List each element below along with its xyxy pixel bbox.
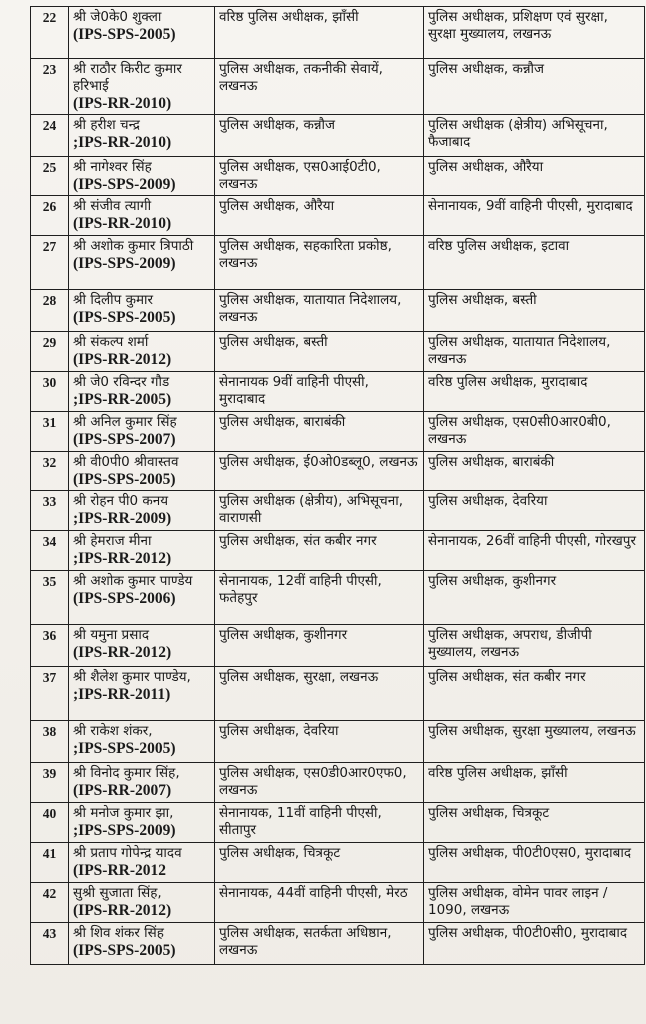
table-row bbox=[31, 115, 645, 157]
new-posting: पुलिस अधीक्षक, अपराध, डीजीपी मुख्यालय, लखनऊ bbox=[428, 627, 592, 660]
current-posting: पुलिस अधीक्षक (क्षेत्रीय), अभिसूचना, वाराणसी bbox=[219, 493, 404, 526]
new-posting-cell bbox=[424, 332, 645, 372]
officer-name: श्री रोहन पी0 कनय bbox=[73, 493, 169, 509]
current-posting: पुलिस अधीक्षक, देवरिया bbox=[219, 723, 339, 739]
transfer-table bbox=[30, 6, 645, 965]
new-posting-cell bbox=[424, 531, 645, 571]
current-posting: पुलिस अधीक्षक, संत कबीर नगर bbox=[219, 533, 377, 549]
current-posting: पुलिस अधीक्षक, कन्नौज bbox=[219, 117, 336, 133]
table-row bbox=[31, 843, 645, 883]
new-posting-cell bbox=[424, 763, 645, 803]
new-posting: वरिष्ठ पुलिस अधीक्षक, झाँसी bbox=[428, 765, 568, 781]
serial-number-cell: 31 bbox=[31, 412, 69, 452]
officer-batch: (IPS-RR-2012) bbox=[73, 351, 172, 368]
new-posting-cell bbox=[424, 372, 645, 412]
table-row bbox=[31, 531, 645, 571]
officer-cell bbox=[69, 115, 215, 157]
table-row bbox=[31, 667, 645, 721]
new-posting-cell bbox=[424, 843, 645, 883]
serial-number-cell: 42 bbox=[31, 883, 69, 923]
current-posting: पुलिस अधीक्षक, बस्ती bbox=[219, 334, 328, 350]
officer-batch: (IPS-RR-2010) bbox=[73, 95, 172, 112]
new-posting-cell bbox=[424, 491, 645, 531]
current-posting: पुलिस अधीक्षक, औरैया bbox=[219, 198, 335, 214]
current-posting: सेनानायक 9वीं वाहिनी पीएसी, मुरादाबाद bbox=[219, 374, 369, 407]
table-row bbox=[31, 290, 645, 332]
current-posting-cell bbox=[215, 923, 424, 965]
serial-number-cell: 40 bbox=[31, 803, 69, 843]
officer-name: श्री अशोक कुमार पाण्डेय bbox=[73, 573, 193, 589]
current-posting-cell bbox=[215, 332, 424, 372]
new-posting-cell bbox=[424, 667, 645, 721]
new-posting: पुलिस अधीक्षक, कन्नौज bbox=[428, 61, 545, 77]
table-row bbox=[31, 59, 645, 115]
officer-batch: (IPS-RR-2007) bbox=[73, 782, 172, 799]
table-row bbox=[31, 491, 645, 531]
officer-name: श्री प्रताप गोपेन्द्र यादव bbox=[73, 845, 182, 861]
table-row bbox=[31, 372, 645, 412]
officer-cell bbox=[69, 332, 215, 372]
current-posting-cell bbox=[215, 491, 424, 531]
serial-number-cell: 39 bbox=[31, 763, 69, 803]
officer-name: श्री हेमराज मीना bbox=[73, 533, 152, 549]
current-posting-cell bbox=[215, 883, 424, 923]
current-posting-cell bbox=[215, 625, 424, 667]
serial-number-cell: 36 bbox=[31, 625, 69, 667]
table-row bbox=[31, 412, 645, 452]
officer-batch: ;IPS-RR-2011) bbox=[73, 686, 171, 703]
officer-name: श्री अनिल कुमार सिंह bbox=[73, 414, 177, 430]
current-posting-cell bbox=[215, 843, 424, 883]
current-posting: पुलिस अधीक्षक, सुरक्षा, लखनऊ bbox=[219, 669, 379, 685]
table-row bbox=[31, 7, 645, 59]
serial-number-cell: 33 bbox=[31, 491, 69, 531]
serial-number-cell: 27 bbox=[31, 236, 69, 290]
officer-batch: (IPS-SPS-2009) bbox=[73, 176, 176, 193]
officer-name: श्री नागेश्वर सिंह bbox=[73, 159, 152, 175]
officer-cell bbox=[69, 923, 215, 965]
current-posting: पुलिस अधीक्षक, यातायात निदेशालय, लखनऊ bbox=[219, 292, 402, 325]
serial-number-cell: 22 bbox=[31, 7, 69, 59]
officer-cell bbox=[69, 372, 215, 412]
new-posting: पुलिस अधीक्षक, यातायात निदेशालय, लखनऊ bbox=[428, 334, 611, 367]
table-row bbox=[31, 883, 645, 923]
current-posting-cell bbox=[215, 157, 424, 196]
serial-number-cell: 23 bbox=[31, 59, 69, 115]
officer-batch: ;IPS-SPS-2005) bbox=[73, 740, 176, 757]
serial-number-cell: 29 bbox=[31, 332, 69, 372]
current-posting: वरिष्ठ पुलिस अधीक्षक, झाँसी bbox=[219, 9, 359, 25]
officer-cell bbox=[69, 491, 215, 531]
table-row bbox=[31, 332, 645, 372]
officer-name: श्री दिलीप कुमार bbox=[73, 292, 154, 308]
serial-number-cell: 24 bbox=[31, 115, 69, 157]
current-posting-cell bbox=[215, 571, 424, 625]
officer-cell bbox=[69, 531, 215, 571]
current-posting-cell bbox=[215, 452, 424, 491]
current-posting-cell bbox=[215, 115, 424, 157]
table-row bbox=[31, 452, 645, 491]
current-posting: सेनानायक, 44वीं वाहिनी पीएसी, मेरठ bbox=[219, 885, 408, 901]
officer-batch: (IPS-SPS-2007) bbox=[73, 431, 176, 448]
officer-name: श्री जे0 रविन्दर गौड bbox=[73, 374, 170, 390]
transfer-table-body bbox=[31, 7, 645, 965]
current-posting: पुलिस अधीक्षक, सतर्कता अधिष्ठान, लखनऊ bbox=[219, 925, 392, 958]
officer-batch: (IPS-RR-2012) bbox=[73, 902, 172, 919]
new-posting-cell bbox=[424, 196, 645, 236]
officer-name: श्री वी0पी0 श्रीवास्तव bbox=[73, 454, 179, 470]
table-row bbox=[31, 157, 645, 196]
new-posting: सेनानायक, 26वीं वाहिनी पीएसी, गोरखपुर bbox=[428, 533, 636, 549]
current-posting: सेनानायक, 11वीं वाहिनी पीएसी, सीतापुर bbox=[219, 805, 382, 838]
officer-batch: (IPS-SPS-2006) bbox=[73, 590, 176, 607]
new-posting: पुलिस अधीक्षक, चित्रकूट bbox=[428, 805, 550, 821]
new-posting: वरिष्ठ पुलिस अधीक्षक, मुरादाबाद bbox=[428, 374, 588, 390]
new-posting-cell bbox=[424, 7, 645, 59]
new-posting-cell bbox=[424, 236, 645, 290]
officer-name: श्री संजीव त्यागी bbox=[73, 198, 152, 214]
officer-name: श्री राकेश शंकर, bbox=[73, 723, 153, 739]
new-posting-cell bbox=[424, 923, 645, 965]
officer-batch: (IPS-SPS-2005) bbox=[73, 471, 176, 488]
current-posting: पुलिस अधीक्षक, चित्रकूट bbox=[219, 845, 341, 861]
serial-number-cell: 34 bbox=[31, 531, 69, 571]
serial-number-cell: 38 bbox=[31, 721, 69, 763]
new-posting: पुलिस अधीक्षक, कुशीनगर bbox=[428, 573, 557, 589]
officer-cell bbox=[69, 7, 215, 59]
officer-name: सुश्री सुजाता सिंह, bbox=[73, 885, 162, 901]
current-posting: पुलिस अधीक्षक, कुशीनगर bbox=[219, 627, 348, 643]
officer-batch: ;IPS-RR-2009) bbox=[73, 510, 172, 527]
officer-batch: ;IPS-SPS-2009) bbox=[73, 822, 176, 839]
officer-name: श्री राठौर किरीट कुमार हरिभाई bbox=[73, 61, 182, 94]
current-posting-cell bbox=[215, 667, 424, 721]
new-posting: वरिष्ठ पुलिस अधीक्षक, इटावा bbox=[428, 238, 570, 254]
new-posting-cell bbox=[424, 59, 645, 115]
current-posting: पुलिस अधीक्षक, सहकारिता प्रकोष्ठ, लखनऊ bbox=[219, 238, 392, 271]
serial-number-cell: 30 bbox=[31, 372, 69, 412]
officer-batch: (IPS-RR-2012) bbox=[73, 644, 172, 661]
new-posting: पुलिस अधीक्षक, वोमेन पावर लाइन / 1090, लखनऊ bbox=[428, 885, 608, 918]
serial-number-cell: 28 bbox=[31, 290, 69, 332]
current-posting-cell bbox=[215, 721, 424, 763]
current-posting-cell bbox=[215, 7, 424, 59]
table-row bbox=[31, 625, 645, 667]
new-posting: पुलिस अधीक्षक, सुरक्षा मुख्यालय, लखनऊ bbox=[428, 723, 636, 739]
current-posting-cell bbox=[215, 59, 424, 115]
officer-cell bbox=[69, 196, 215, 236]
officer-cell bbox=[69, 803, 215, 843]
new-posting-cell bbox=[424, 625, 645, 667]
officer-name: श्री संकल्प शर्मा bbox=[73, 334, 149, 350]
new-posting-cell bbox=[424, 452, 645, 491]
current-posting-cell bbox=[215, 290, 424, 332]
new-posting-cell bbox=[424, 157, 645, 196]
officer-name: श्री शैलेश कुमार पाण्डेय, bbox=[73, 669, 191, 685]
new-posting: पुलिस अधीक्षक, बस्ती bbox=[428, 292, 537, 308]
officer-cell bbox=[69, 412, 215, 452]
officer-name: श्री मनोज कुमार झा, bbox=[73, 805, 174, 821]
current-posting-cell bbox=[215, 531, 424, 571]
current-posting-cell bbox=[215, 372, 424, 412]
current-posting-cell bbox=[215, 803, 424, 843]
table-row bbox=[31, 763, 645, 803]
current-posting: पुलिस अधीक्षक, तकनीकी सेवायें, लखनऊ bbox=[219, 61, 383, 94]
current-posting-cell bbox=[215, 763, 424, 803]
current-posting-cell bbox=[215, 236, 424, 290]
table-row bbox=[31, 803, 645, 843]
table-row bbox=[31, 571, 645, 625]
table-row bbox=[31, 196, 645, 236]
officer-cell bbox=[69, 667, 215, 721]
officer-batch: (IPS-SPS-2005) bbox=[73, 942, 176, 959]
officer-cell bbox=[69, 625, 215, 667]
officer-name: श्री विनोद कुमार सिंह, bbox=[73, 765, 180, 781]
officer-cell bbox=[69, 763, 215, 803]
officer-batch: ;IPS-RR-2012) bbox=[73, 550, 172, 567]
current-posting: सेनानायक, 12वीं वाहिनी पीएसी, फतेहपुर bbox=[219, 573, 382, 606]
new-posting-cell bbox=[424, 883, 645, 923]
new-posting: पुलिस अधीक्षक, औरैया bbox=[428, 159, 544, 175]
serial-number-cell: 41 bbox=[31, 843, 69, 883]
officer-batch: ;IPS-RR-2010) bbox=[73, 134, 172, 151]
officer-batch: (IPS-SPS-2005) bbox=[73, 309, 176, 326]
current-posting-cell bbox=[215, 196, 424, 236]
new-posting: पुलिस अधीक्षक, बाराबंकी bbox=[428, 454, 555, 470]
officer-cell bbox=[69, 157, 215, 196]
officer-cell bbox=[69, 721, 215, 763]
serial-number-cell: 43 bbox=[31, 923, 69, 965]
new-posting-cell bbox=[424, 721, 645, 763]
current-posting-cell bbox=[215, 412, 424, 452]
serial-number-cell: 37 bbox=[31, 667, 69, 721]
officer-cell bbox=[69, 883, 215, 923]
current-posting: पुलिस अधीक्षक, बाराबंकी bbox=[219, 414, 346, 430]
serial-number-cell: 25 bbox=[31, 157, 69, 196]
officer-cell bbox=[69, 236, 215, 290]
officer-name: श्री जे0के0 शुक्ला bbox=[73, 9, 162, 25]
current-posting: पुलिस अधीक्षक, एस0डी0आर0एफ0, लखनऊ bbox=[219, 765, 407, 798]
new-posting: पुलिस अधीक्षक, प्रशिक्षण एवं सुरक्षा, सुरक्षा मुख्यालय, लखनऊ bbox=[428, 9, 608, 42]
officer-name: श्री यमुना प्रसाद bbox=[73, 627, 150, 643]
new-posting: पुलिस अधीक्षक, देवरिया bbox=[428, 493, 548, 509]
officer-cell bbox=[69, 59, 215, 115]
new-posting-cell bbox=[424, 803, 645, 843]
current-posting: पुलिस अधीक्षक, एस0आई0टी0, लखनऊ bbox=[219, 159, 381, 192]
new-posting-cell bbox=[424, 115, 645, 157]
serial-number-cell: 35 bbox=[31, 571, 69, 625]
new-posting: पुलिस अधीक्षक, संत कबीर नगर bbox=[428, 669, 586, 685]
new-posting: पुलिस अधीक्षक, एस0सी0आर0बी0, लखनऊ bbox=[428, 414, 611, 447]
new-posting: पुलिस अधीक्षक, पी0टी0एस0, मुरादाबाद bbox=[428, 845, 632, 861]
new-posting: सेनानायक, 9वीं वाहिनी पीएसी, मुरादाबाद bbox=[428, 198, 633, 214]
officer-batch: (IPS-RR-2010) bbox=[73, 215, 172, 232]
officer-name: श्री अशोक कुमार त्रिपाठी bbox=[73, 238, 194, 254]
serial-number-cell: 32 bbox=[31, 452, 69, 491]
new-posting: पुलिस अधीक्षक (क्षेत्रीय) अभिसूचना, फैजाबाद bbox=[428, 117, 608, 150]
current-posting: पुलिस अधीक्षक, ई0ओ0डब्लू0, लखनऊ bbox=[219, 454, 418, 470]
officer-batch: ;IPS-RR-2005) bbox=[73, 391, 172, 408]
officer-name: श्री शिव शंकर सिंह bbox=[73, 925, 164, 941]
new-posting-cell bbox=[424, 290, 645, 332]
officer-cell bbox=[69, 290, 215, 332]
officer-cell bbox=[69, 452, 215, 491]
officer-batch: (IPS-SPS-2005) bbox=[73, 26, 176, 43]
table-row bbox=[31, 923, 645, 965]
new-posting-cell bbox=[424, 412, 645, 452]
serial-number-cell: 26 bbox=[31, 196, 69, 236]
officer-batch: (IPS-SPS-2009) bbox=[73, 255, 176, 272]
new-posting-cell bbox=[424, 571, 645, 625]
officer-cell bbox=[69, 571, 215, 625]
table-row bbox=[31, 236, 645, 290]
table-row bbox=[31, 721, 645, 763]
officer-batch: (IPS-RR-2012 bbox=[73, 862, 166, 879]
new-posting: पुलिस अधीक्षक, पी0टी0सी0, मुरादाबाद bbox=[428, 925, 628, 941]
officer-name: श्री हरीश चन्द्र bbox=[73, 117, 140, 133]
officer-cell bbox=[69, 843, 215, 883]
